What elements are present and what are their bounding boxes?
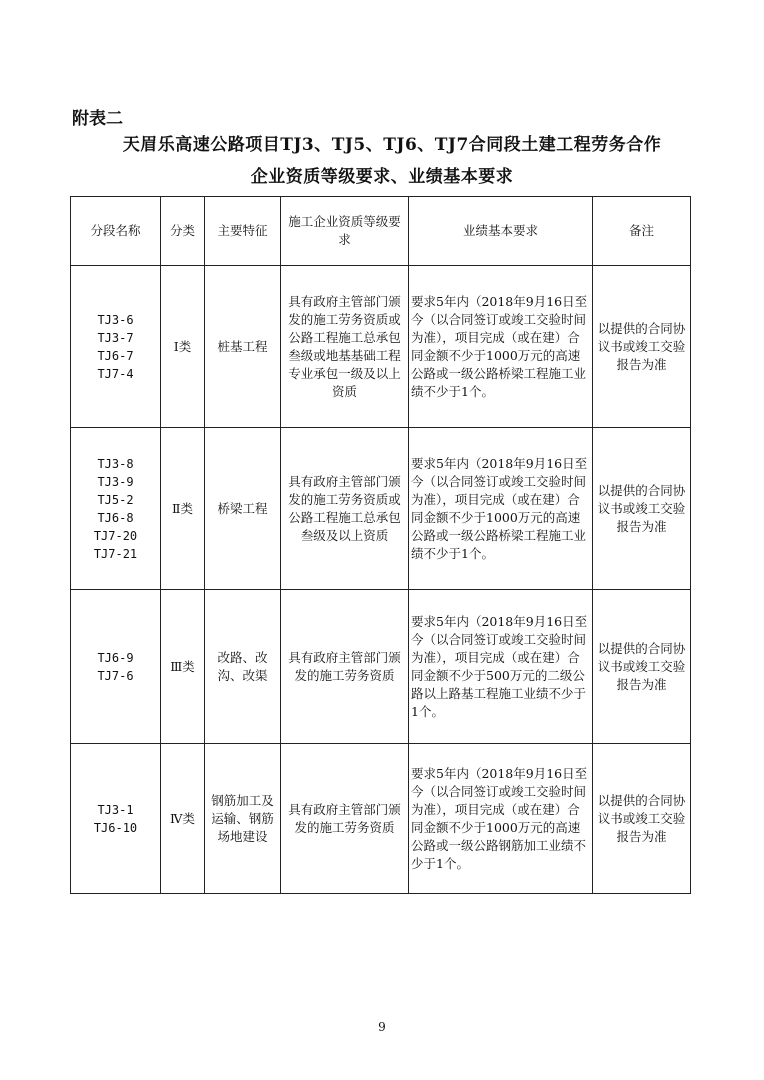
performance-cell: 要求5年内（2018年9月16日至今（以合同签订或竣工交验时间为准），项目完成（或在建）合同金额不少于500万元的二级公路以上路基工程施工业绩不少于1个。 [409, 590, 593, 744]
segment-code: TJ3-1 [97, 802, 134, 817]
feature-cell: 改路、改沟、改渠 [205, 590, 281, 744]
page-number: 9 [378, 1020, 386, 1034]
table-row [71, 590, 691, 744]
qualification-cell: 具有政府主管部门颁发的施工劳务资质或公路工程施工总承包叁级或地基基础工程专业承包一级及以上资质 [281, 266, 409, 428]
segment-code: TJ6-7 [97, 348, 134, 363]
segment-cell [71, 590, 161, 744]
performance-cell: 要求5年内（2018年9月16日至今（以合同签订或竣工交验时间为准），项目完成（或在建）合同金额不少于1000万元的高速公路或一级公路钢筋加工业绩不少于1个。 [409, 744, 593, 894]
header-remark: 备注 [593, 197, 691, 266]
segment-cell [71, 744, 161, 894]
segment-code: TJ5-2 [97, 492, 134, 507]
document-subtitle: 企业资质等级要求、业绩基本要求 [250, 167, 514, 187]
feature-cell: 桥梁工程 [205, 428, 281, 590]
feature-cell: 桩基工程 [205, 266, 281, 428]
qualification-cell: 具有政府主管部门颁发的施工劳务资质或公路工程施工总承包叁级及以上资质 [281, 428, 409, 590]
table-header-row [71, 197, 691, 266]
remark-cell: 以提供的合同协议书或竣工交验报告为准 [593, 266, 691, 428]
header-performance: 业绩基本要求 [409, 197, 593, 266]
segment-code: TJ6-8 [97, 510, 134, 525]
appendix-label: 附表二 [72, 109, 123, 129]
qualification-cell: 具有政府主管部门颁发的施工劳务资质 [281, 744, 409, 894]
segment-code: TJ6-10 [93, 820, 138, 835]
header-category: 分类 [161, 197, 205, 266]
segment-code: TJ3-9 [97, 474, 134, 489]
feature-cell: 钢筋加工及运输、钢筋场地建设 [205, 744, 281, 894]
category-cell: Ⅰ类 [161, 266, 205, 428]
remark-cell: 以提供的合同协议书或竣工交验报告为准 [593, 428, 691, 590]
qualification-cell: 具有政府主管部门颁发的施工劳务资质 [281, 590, 409, 744]
segment-code: TJ7-21 [93, 546, 138, 561]
segment-code: TJ3-6 [97, 312, 134, 327]
segment-code: TJ7-4 [97, 366, 134, 381]
segment-code: TJ6-9 [97, 650, 134, 665]
header-feature: 主要特征 [205, 197, 281, 266]
table-row [71, 428, 691, 590]
category-cell: Ⅳ类 [161, 744, 205, 894]
segment-cell [71, 428, 161, 590]
performance-cell: 要求5年内（2018年9月16日至今（以合同签订或竣工交验时间为准），项目完成（或在建）合同金额不少于1000万元的高速公路或一级公路桥梁工程施工业绩不少于1个。 [409, 428, 593, 590]
performance-cell: 要求5年内（2018年9月16日至今（以合同签订或竣工交验时间为准），项目完成（或在建）合同金额不少于1000万元的高速公路或一级公路桥梁工程施工业绩不少于1个。 [409, 266, 593, 428]
header-qualification: 施工企业资质等级要求 [281, 197, 409, 266]
remark-cell: 以提供的合同协议书或竣工交验报告为准 [593, 590, 691, 744]
segment-code: TJ3-8 [97, 456, 134, 471]
segment-code: TJ3-7 [97, 330, 134, 345]
category-cell: Ⅲ类 [161, 590, 205, 744]
requirements-table [70, 196, 691, 894]
segment-cell [71, 266, 161, 428]
table-row [71, 744, 691, 894]
segment-code: TJ7-20 [93, 528, 138, 543]
table-row [71, 266, 691, 428]
segment-code: TJ7-6 [97, 668, 134, 683]
document-title: 天眉乐高速公路项目TJ3、TJ5、TJ6、TJ7合同段土建工程劳务合作 [122, 135, 662, 155]
category-cell: Ⅱ类 [161, 428, 205, 590]
header-segment: 分段名称 [71, 197, 161, 266]
remark-cell: 以提供的合同协议书或竣工交验报告为准 [593, 744, 691, 894]
